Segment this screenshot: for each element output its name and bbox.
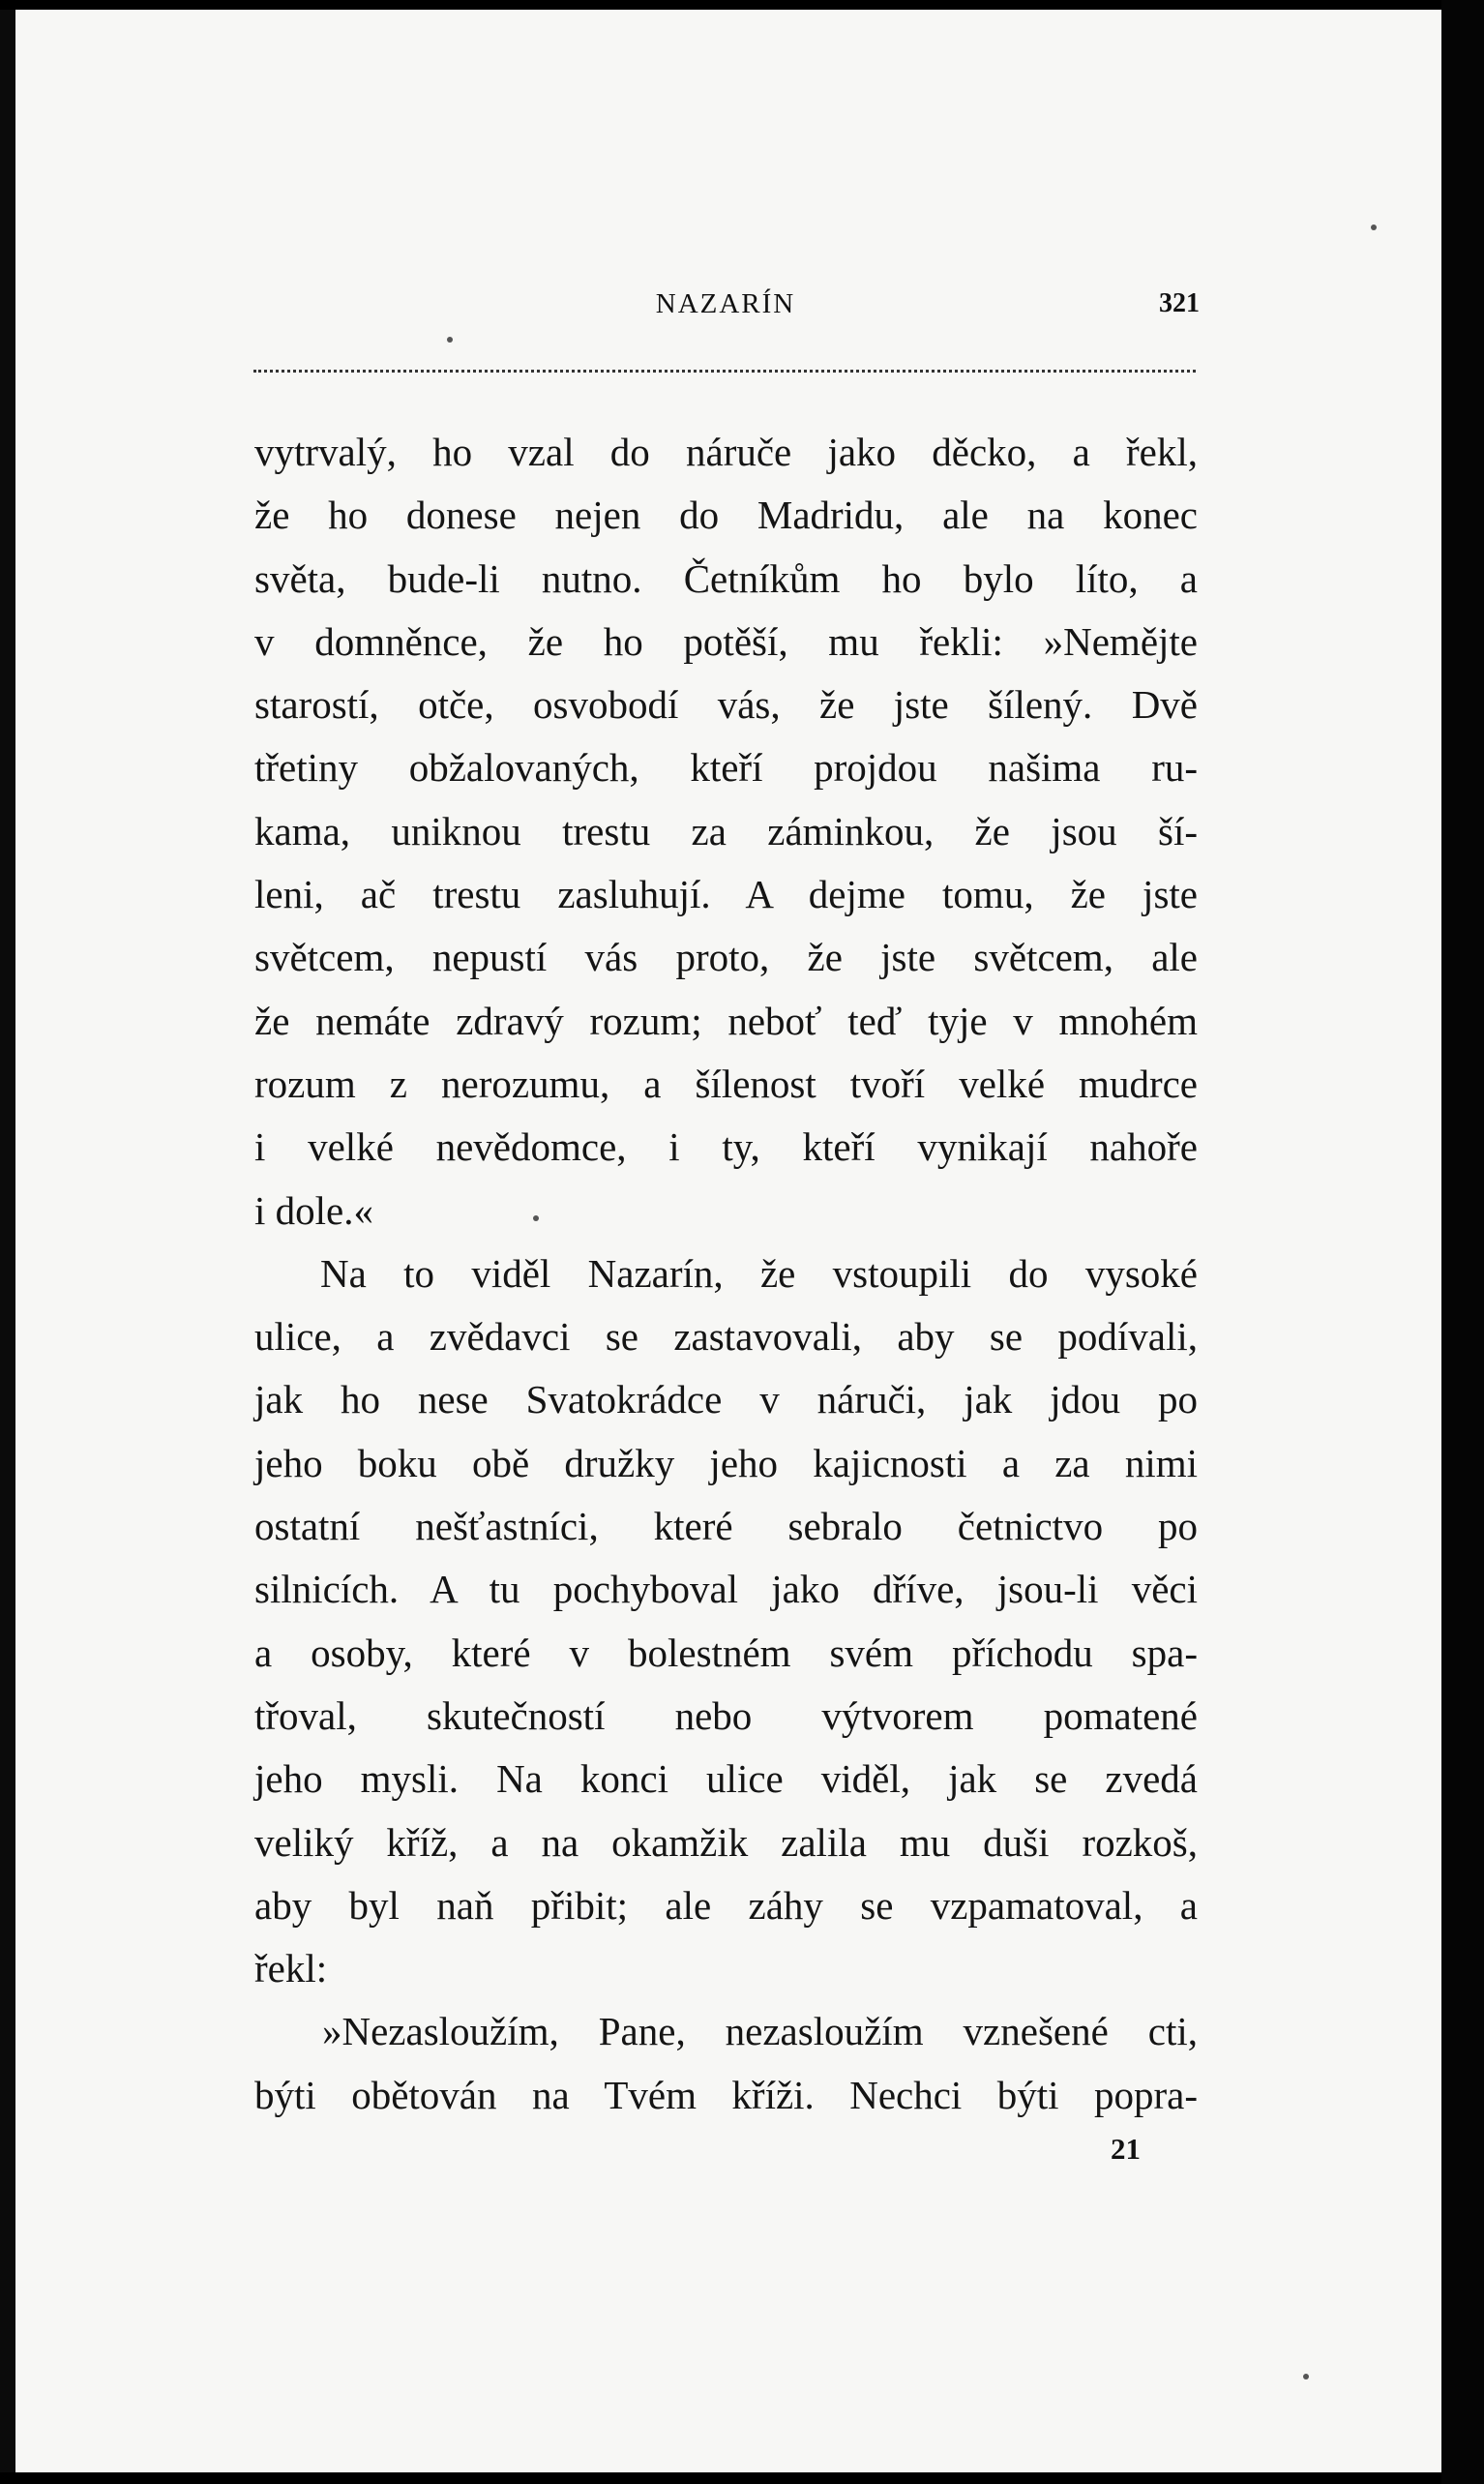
text-line: Na to viděl Nazarín, že vstoupili do vysoké [320,1250,1198,1296]
text-line: že ho donese nejen do Madridu, ale na konec [254,493,1198,538]
text-line: třetiny obžalovaných, kteří projdou našima ru- [254,745,1198,791]
running-title: NAZARÍN [655,288,796,319]
text-line: jeho boku obě družky jeho kajicnosti a za nimi [254,1440,1198,1485]
text-line: jeho mysli. Na konci ulice viděl, jak se zvedá [254,1756,1198,1802]
dust-speck [1371,224,1377,230]
text-line: řekl: [254,1946,328,1991]
text-line: a osoby, které v bolestném svém příchodu spa- [254,1630,1198,1675]
text-line: býti obětován na Tvém kříži. Nechci býti popra- [254,2072,1198,2117]
text-line: světcem, nepustí vás proto, že jste světcem, ale [254,935,1198,980]
text-line: že nemáte zdravý rozum; neboť teď tyje v mnohém [254,998,1198,1043]
dust-speck [447,337,453,343]
text-line: kama, uniknou trestu za záminkou, že jsou ší- [254,808,1198,853]
running-head [252,288,1200,327]
text-line: i dole.« [254,1187,373,1233]
text-line: silnicích. A tu pochyboval jako dříve, jsou-li věci [254,1567,1198,1612]
text-line: starostí, otče, osvobodí vás, že jste šílený. Dvě [254,682,1198,728]
text-line: ulice, a zvědavci se zastavovali, aby se podívali, [254,1314,1198,1360]
text-line: v domněnce, že ho potěší, mu řekli: »Nemějte [254,618,1198,664]
signature-mark: 21 [1111,2132,1141,2166]
body-text [254,421,1198,2127]
text-line: vytrvalý, ho vzal do náruče jako děcko, a řekl, [254,430,1198,474]
text-line: veliký kříž, a na okamžik zalila mu duši rozkoš, [254,1819,1198,1865]
page-number: 321 [1159,288,1200,318]
text-line: leni, ač trestu zasluhují. A dejme tomu, že jste [254,872,1198,917]
text-line: aby byl naň přibit; ale záhy se vzpamatoval, a [254,1882,1198,1928]
text-line: »Nezasloužím, Pane, nezasloužím vznešené cti, [322,2009,1198,2054]
dust-speck [1303,2374,1309,2379]
scan-edge-right [1441,0,1484,2484]
text-line: jak ho nese Svatokrádce v náruči, jak jdou po [254,1377,1198,1422]
dust-speck [533,1215,539,1221]
header-rule [253,370,1196,373]
text-line: třoval, skutečností nebo výtvorem pomatené [254,1692,1198,1738]
text-line: i velké nevědomce, i ty, kteří vynikají nahoře [254,1124,1198,1170]
text-line: světa, bude-li nutno. Četníkům ho bylo líto, a [254,555,1198,601]
text-line: rozum z nerozumu, a šílenost tvoří velké mudrce [254,1061,1198,1106]
text-line: ostatní nešťastníci, které sebralo četnictvo po [254,1504,1198,1549]
